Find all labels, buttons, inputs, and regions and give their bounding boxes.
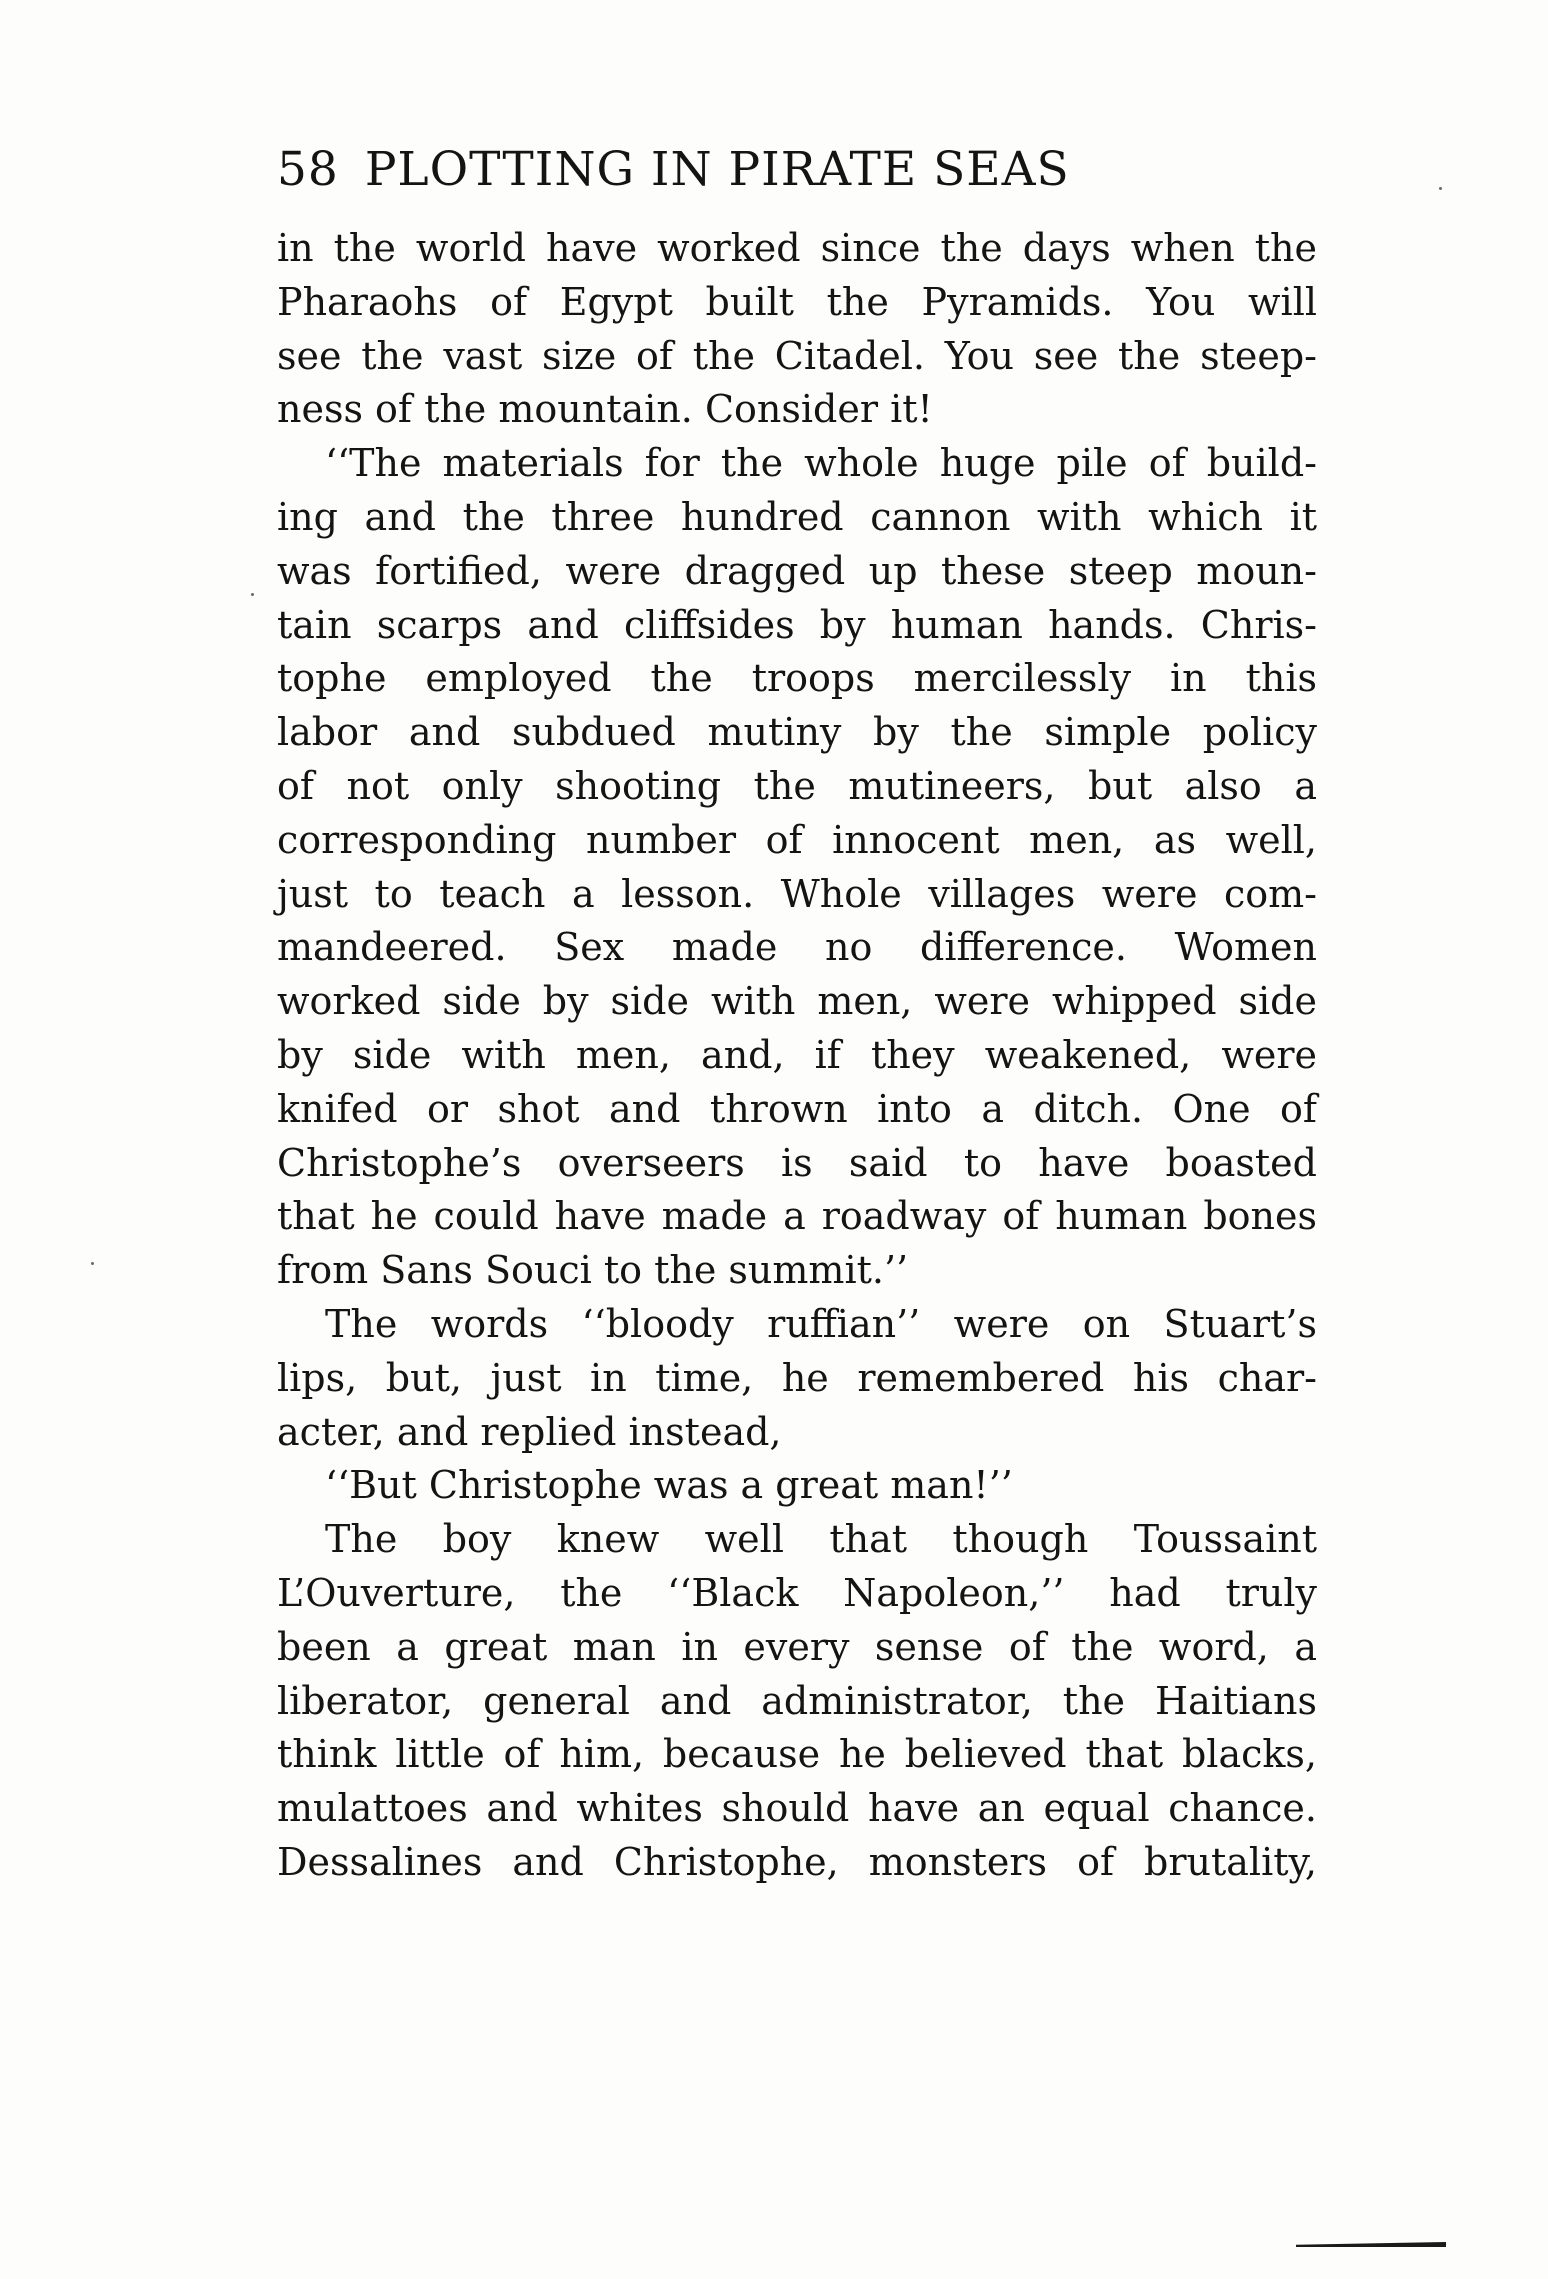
- text-line: lips, but, just in time, he remembered his char-: [277, 1355, 1317, 1400]
- page-end-rule: [1296, 2242, 1446, 2247]
- text-line: think little of him, because he believed that blacks,: [277, 1732, 1317, 1777]
- text-line: mandeered. Sex made no difference. Women: [277, 925, 1317, 970]
- text-line: been a great man in every sense of the word, a: [277, 1624, 1317, 1669]
- text-line: ‘‘The materials for the whole huge pile of build-: [325, 441, 1317, 486]
- text-line: in the world have worked since the days when the: [277, 226, 1317, 270]
- text-line: mulattoes and whites should have an equal chance.: [277, 1786, 1317, 1831]
- paper-speck: [91, 1262, 94, 1265]
- body-text: [277, 222, 1317, 1890]
- text-line: worked side by side with men, were whipped side: [277, 979, 1317, 1024]
- text-line: liberator, general and administrator, the Haitians: [277, 1678, 1317, 1723]
- text-line: see the vast size of the Citadel. You see the steep-: [277, 333, 1317, 378]
- text-line: The words ‘‘bloody ruffian’’ were on Stuart’s: [325, 1301, 1317, 1346]
- paper-speck: [1439, 187, 1442, 190]
- text-line: was fortified, were dragged up these steep moun-: [277, 548, 1317, 593]
- text-line: from Sans Souci to the summit.’’: [277, 1248, 909, 1293]
- text-line: The boy knew well that though Toussaint: [325, 1517, 1317, 1562]
- text-line: just to teach a lesson. Whole villages were com-: [277, 871, 1317, 916]
- text-line: Pharaohs of Egypt built the Pyramids. You will: [277, 279, 1317, 324]
- text-line: tain scarps and cliffsides by human hands. Chris-: [277, 602, 1317, 647]
- text-line: acter, and replied instead,: [277, 1409, 782, 1454]
- running-head: [277, 140, 1237, 200]
- text-line: L’Ouverture, the ‘‘Black Napoleon,’’ had truly: [277, 1570, 1317, 1615]
- text-line: ness of the mountain. Consider it!: [277, 387, 933, 432]
- text-line: Christophe’s overseers is said to have boasted: [277, 1140, 1317, 1185]
- text-line: labor and subdued mutiny by the simple policy: [277, 710, 1317, 755]
- text-line: by side with men, and, if they weakened, were: [277, 1032, 1317, 1077]
- text-line: ‘‘But Christophe was a great man!’’: [325, 1463, 1013, 1508]
- page-number: 58: [277, 142, 339, 197]
- text-line: Dessalines and Christophe, monsters of brutality,: [277, 1839, 1317, 1884]
- running-title: PLOTTING IN PIRATE SEAS: [364, 142, 1070, 197]
- text-line: ing and the three hundred cannon with which it: [277, 494, 1317, 539]
- text-line: of not only shooting the mutineers, but also a: [277, 763, 1317, 808]
- text-line: tophe employed the troops mercilessly in this: [277, 656, 1317, 701]
- paper-speck: [251, 593, 254, 596]
- text-line: that he could have made a roadway of human bones: [277, 1194, 1317, 1239]
- text-line: knifed or shot and thrown into a ditch. One of: [277, 1086, 1317, 1131]
- text-line: corresponding number of innocent men, as well,: [277, 817, 1317, 862]
